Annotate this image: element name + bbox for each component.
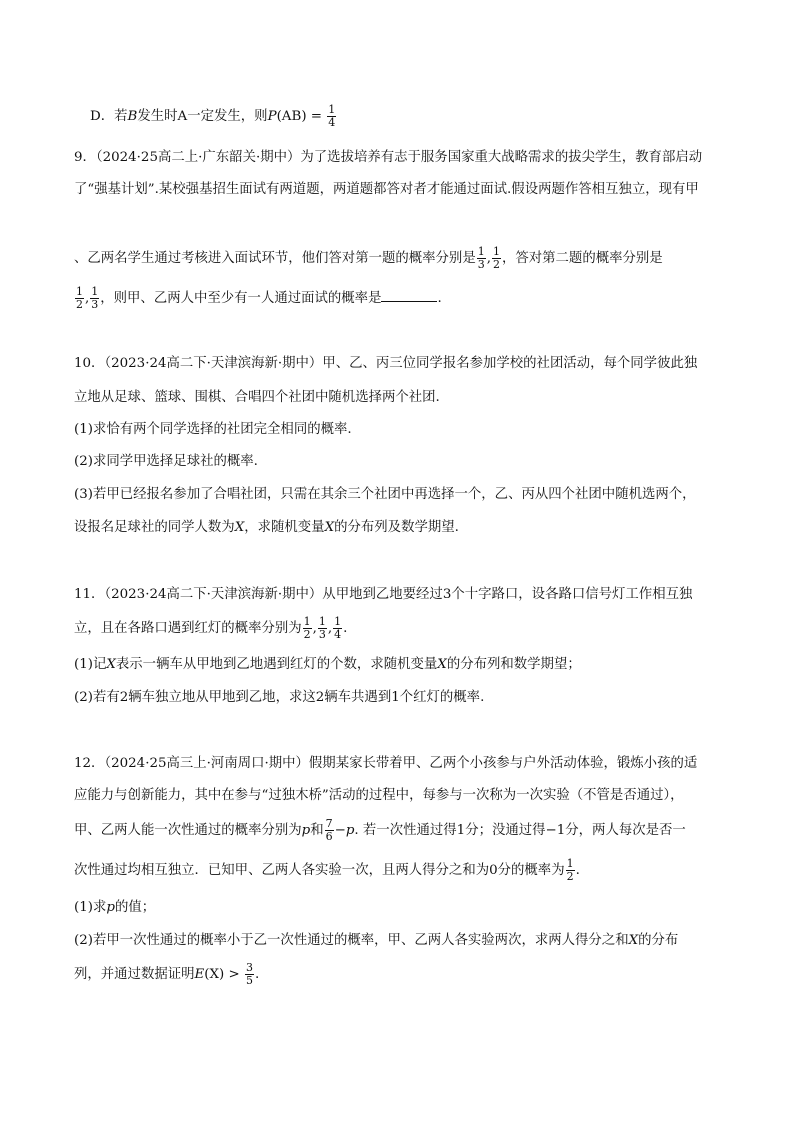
q11-part-1: (1)记X表示一辆车从甲地到乙地遇到红灯的个数，求随机变量X的分布列和数学期望； — [74, 657, 581, 672]
q11-line-1: 11．（2023·24高二下·天津滨海新·期中）从甲地到乙地要经过3个十字路口，设各路口信号灯工作相互独 — [74, 587, 693, 602]
q12-part-1: (1)求p的值； — [74, 900, 156, 915]
q9-line-4: $\frac{1}{2}$ , $\frac{1}{3}$ ，则甲、乙两人中至少有一人通过面试的概率是 . — [76, 285, 442, 311]
q12-line-4: 次性通过均相互独立．已知甲、乙两人各实验一次，且两人得分之和为0分的概率为 $\frac{1}{2}$ . — [74, 857, 580, 883]
q10-part-2: (2)求同学甲选择足球社的概率. — [74, 454, 258, 469]
q10-line-1: 10．（2023·24高二下·天津滨海新·期中）甲、乙、丙三位同学报名参加学校的社团活动，每个同学彼此独 — [74, 356, 698, 371]
q12-line-2: 应能力与创新能力，其中在参与“过独木桥”活动的过程中，每参与一次称为一次实验（不管是否通过）， — [74, 788, 684, 803]
fraction: $\frac{1}{4}$ — [334, 615, 342, 641]
q10-part-1: (1)求恰有两个同学选择的社团完全相同的概率. — [74, 422, 352, 437]
q12-line-3: 甲、乙两人能一次性通过的概率分别为p和 $\frac{7}{6}$ −p. 若一次性通过得1分；没通过得−1分，两人每次是否一 — [74, 817, 686, 843]
q11-part-2: (2)若有2辆车独立地从甲地到乙地，求这2辆车共遇到1个红灯的概率. — [74, 690, 485, 705]
q10-line-2: 立地从足球、篮球、围棋、合唱四个社团中随机选择两个社团. — [74, 390, 440, 405]
fraction: $\frac{3}{5}$ — [246, 961, 254, 987]
q12-part-2: (2)若甲一次性通过的概率小于乙一次性通过的概率，甲、乙两人各实验两次，求两人得分之和X的分布 — [74, 933, 679, 948]
fraction: $\frac{1}{2}$ — [76, 285, 83, 311]
q9-line-1: 9．（2024·25高二上·广东韶关·期中）为了选拔培养有志于服务国家重大战略需求的拔尖学生，教育部启动 — [74, 150, 703, 165]
q10-part-3: (3)若甲已经报名参加了合唱社团，只需在其余三个社团中再选择一个，乙、丙从四个社团中随机选两个， — [74, 487, 696, 502]
fraction: $\frac{1}{3}$ — [318, 615, 326, 641]
fraction: $\frac{1}{2}$ — [492, 245, 500, 271]
q8-option-d: D．若B发生时A一定发生，则P(AB) = $\frac{1}{4}$ — [90, 103, 336, 129]
fraction: $\frac{7}{6}$ — [325, 817, 333, 843]
fraction: $\frac{1}{4}$ — [328, 103, 336, 129]
q12-part-2-cont: 列，并通过数据证明E(X) > $\frac{3}{5}$ . — [74, 961, 260, 987]
q11-line-2: 立，且在各路口遇到红灯的概率分别为 $\frac{1}{2}$ , $\frac{1}{3}$ , $\frac{1}{4}$ . — [74, 615, 348, 641]
q10-part-3-cont: 设报名足球社的同学人数为X，求随机变量X的分布列及数学期望. — [74, 520, 459, 535]
fraction: $\frac{1}{2}$ — [303, 615, 311, 641]
answer-blank — [381, 287, 437, 302]
fraction: $\frac{1}{3}$ — [477, 245, 485, 271]
q9-line-2: 了“强基计划”.某校强基招生面试有两道题，两道题都答对者才能通过面试.假设两题作答相互独立，现有甲 — [74, 182, 699, 197]
q12-line-1: 12．（2024·25高三上·河南周口·期中）假期某家长带着甲、乙两个小孩参与户外活动体验，锻炼小孩的适 — [74, 756, 698, 771]
fraction: $\frac{1}{3}$ — [91, 285, 99, 311]
q9-line-3: 、乙两名学生通过考核进入面试环节，他们答对第一题的概率分别是 $\frac{1}{3}$ , $\frac{1}{2}$ ，答对第二题的概率分别是 — [74, 245, 663, 271]
fraction: $\frac{1}{2}$ — [566, 857, 574, 883]
